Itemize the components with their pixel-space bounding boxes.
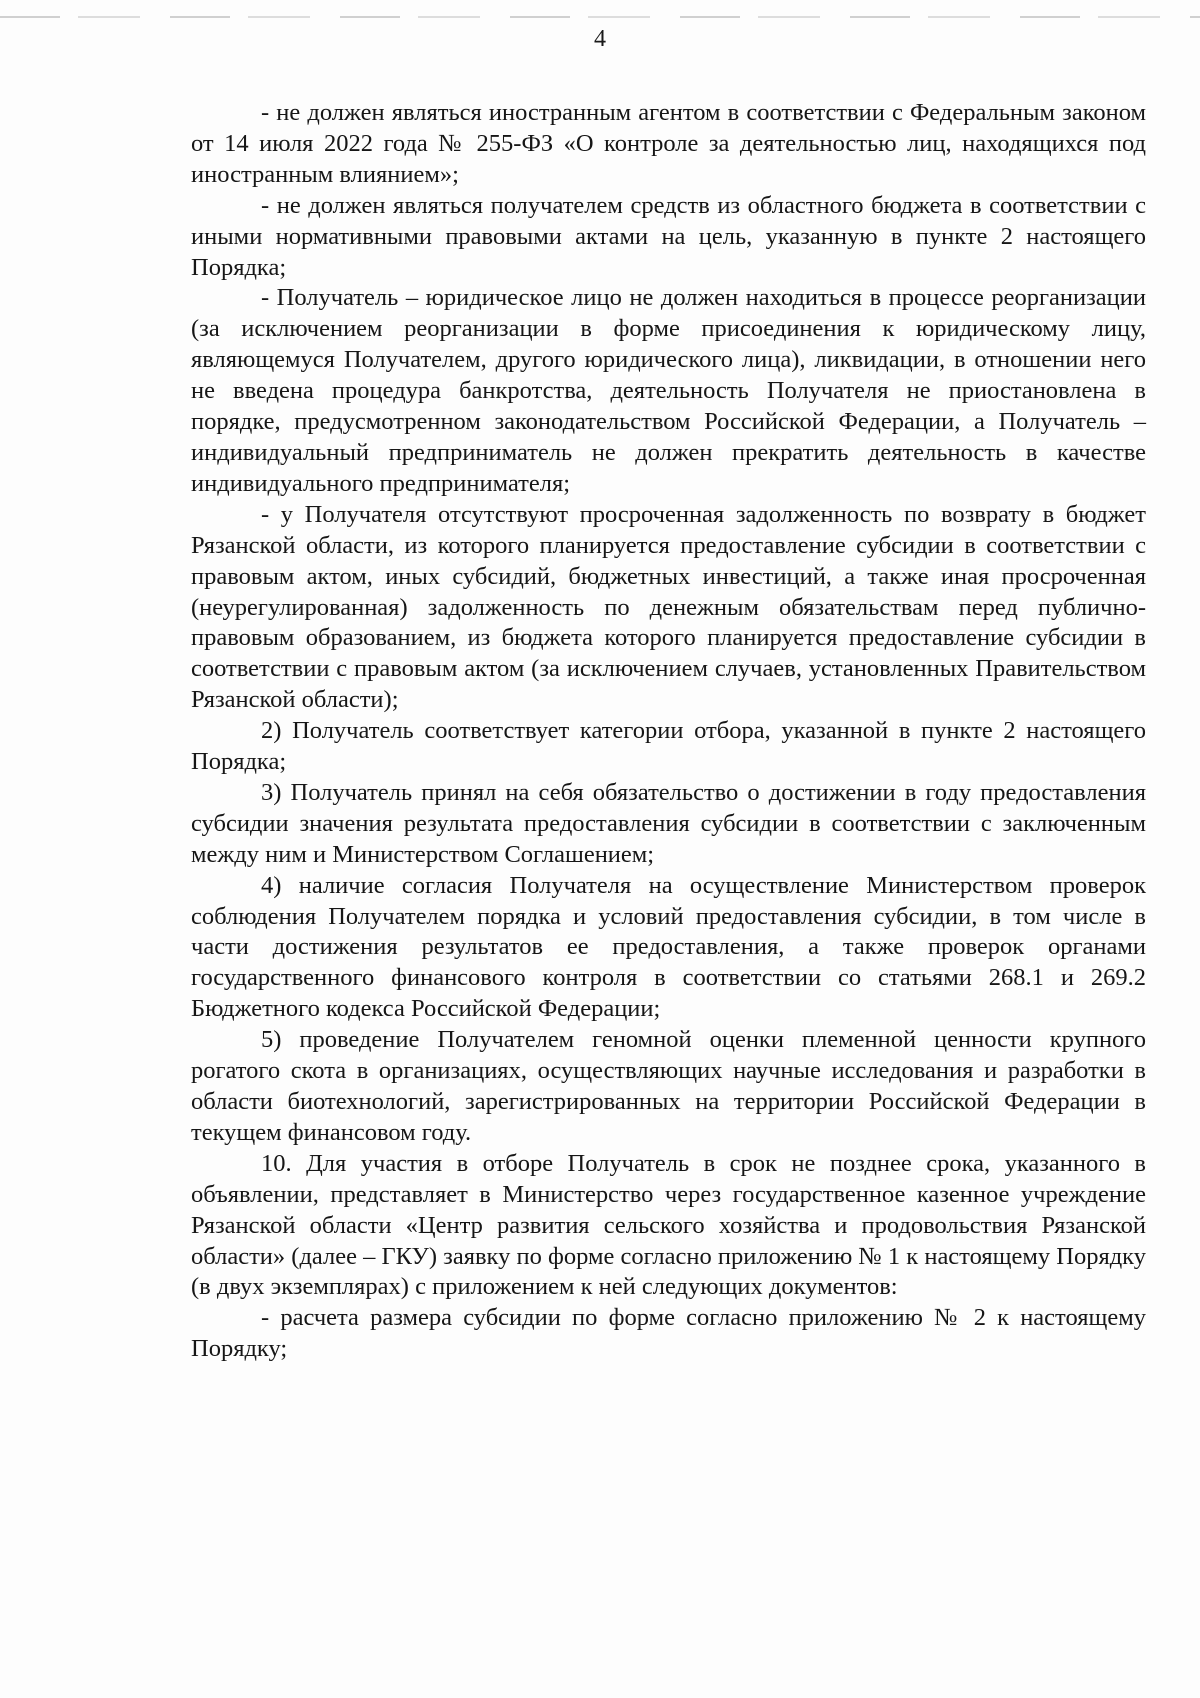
paragraph-item-5: 5) проведение Получателем геномной оценки племенной ценности крупного рогатого скота в организациях, осуществляющих научные исследования и разработки в области биотехнологий, зарегистрированных на территории Российской Федерации в текущем финансовом году.: [191, 1026, 1146, 1146]
paragraph-section-10: 10. Для участия в отборе Получатель в срок не позднее срока, указанного в объявлении, представляет в Министерство через государственное казенное учреждение Рязанской области «Центр развития сельского хозяйства и продовольствия Рязанской области» (далее – ГКУ) заявку по форме согласно приложению № 1 к настоящему Порядку (в двух экземплярах) с приложением к ней следующих документов:: [191, 1149, 1146, 1301]
paragraph-no-debt: - у Получателя отсутствуют просроченная задолженность по возврату в бюджет Рязанской области, из которого планируется предоставление субсидии в соответствии с правовым актом, иных субсидий, бюджетных инвестиций, а также иная просроченная (неурегулированная) задолженность по денежным обязательствам перед публично-правовым образованием, из бюджета которого планируется предоставление субсидии в соответствии с правовым актом (за исключением случаев, установленных Правительством Рязанской области);: [191, 500, 1146, 714]
paragraph-item-2: 2) Получатель соответствует категории отбора, указанной в пункте 2 настоящего Порядка;: [191, 717, 1146, 776]
page-number: 4: [594, 26, 606, 52]
paragraph-reorganization: - Получатель – юридическое лицо не должен находиться в процессе реорганизации (за исключением реорганизации в форме присоединения к юридическому лицу, являющемуся Получателем, другого юридического лица), ликвидации, в отношении него не введена процедура банкротства, деятельность Получателя не приостановлена в порядке, предусмотренном законодательством Российской Федерации, а Получатель – индивидуальный предприниматель не должен прекратить деятельность в качестве индивидуального предпринимателя;: [191, 284, 1146, 497]
paragraph-item-3: 3) Получатель принял на себя обязательство о достижении в году предоставления субсидии значения результата предоставления субсидии в соответствии с заключенным между ним и Министерством Соглашением;: [191, 778, 1146, 868]
paragraph-foreign-agent: - не должен являться иностранным агентом в соответствии с Федеральным законом от 14 июля 2022 года № 255-ФЗ «О контроле за деятельностью лиц, находящихся под иностранным влиянием»;: [191, 99, 1146, 188]
paragraph-not-recipient: - не должен являться получателем средств из областного бюджета в соответствии с иными нормативными правовыми актами на цель, указанную в пункте 2 настоящего Порядка;: [191, 191, 1146, 281]
paragraph-subsidy-calculation: - расчета размера субсидии по форме согласно приложению № 2 к настоящему Порядку;: [191, 1304, 1146, 1363]
document-body: [191, 98, 1146, 1365]
paragraph-item-4: 4) наличие согласия Получателя на осуществление Министерством проверок соблюдения Получателем порядка и условий предоставления субсидии, в том числе в части достижения результатов ее предоставления, а также проверок органами государственного финансового контроля в соответствии со статьями 268.1 и 269.2 Бюджетного кодекса Российской Федерации;: [191, 871, 1146, 1023]
scan-artifact-line: [0, 16, 1200, 18]
